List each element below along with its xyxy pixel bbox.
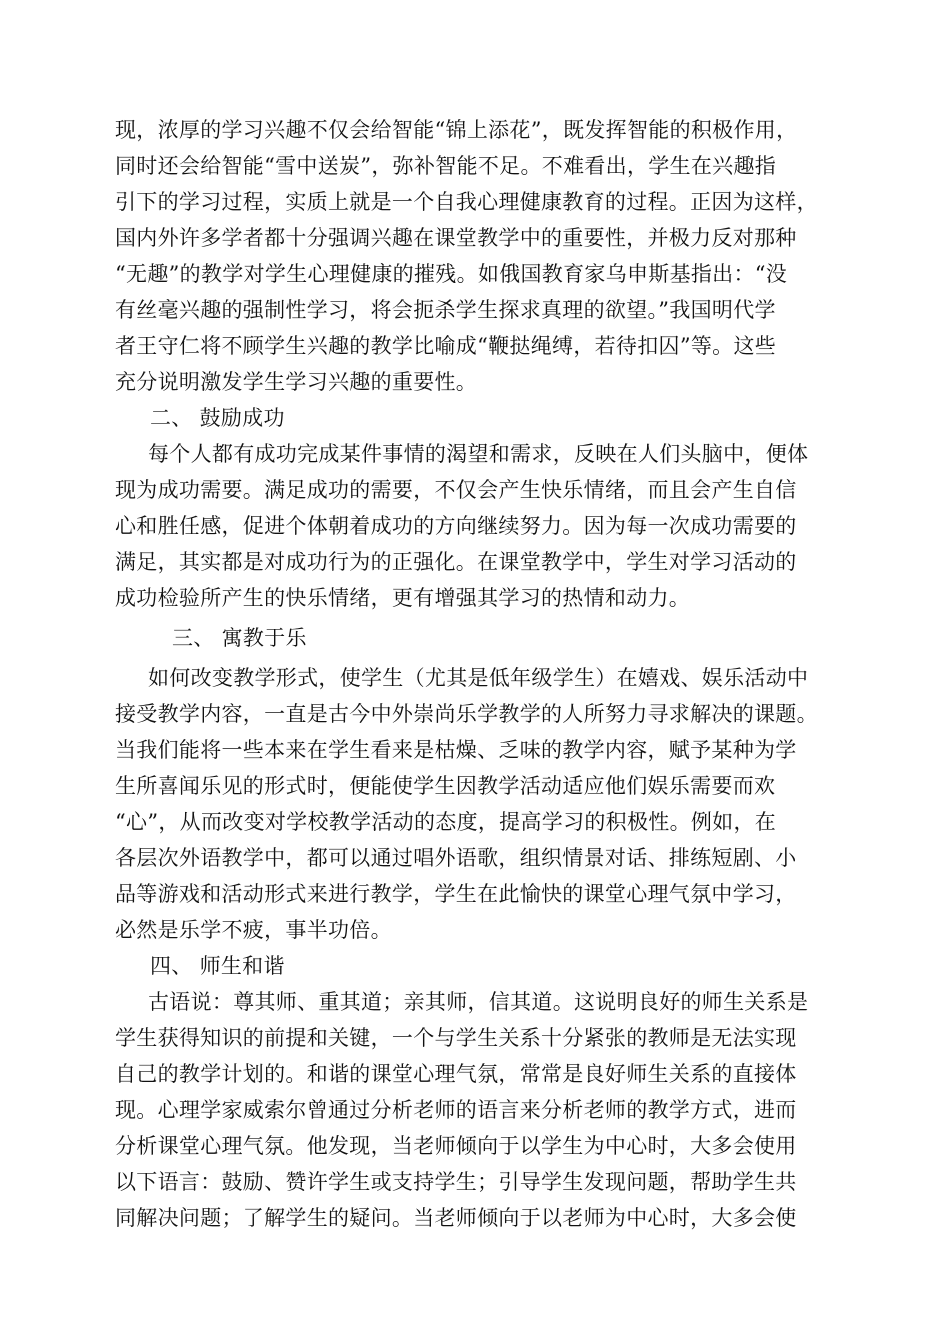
paragraph-line: 现。心理学家威索尔曾通过分析老师的语言来分析老师的教学方式，进而 [115, 1098, 797, 1122]
paragraph-line: 品等游戏和活动形式来进行教学，学生在此愉快的课堂心理气氛中学习， [115, 882, 797, 906]
section-heading-4: 四、 师生和谐 [150, 954, 285, 978]
section-heading-2: 二、 鼓励成功 [150, 406, 285, 430]
paragraph-line: 同解决问题；了解学生的疑问。当老师倾向于以老师为中心时，大多会使 [115, 1206, 797, 1230]
paragraph-line: 每个人都有成功完成某件事情的渴望和需求，反映在人们头脑中，便体 [148, 442, 809, 466]
paragraph-line: 充分说明激发学生学习兴趣的重要性。 [115, 370, 478, 394]
paragraph-line: 以下语言：鼓励、赞许学生或支持学生；引导学生发现问题，帮助学生共 [115, 1170, 797, 1194]
paragraph-line: 满足，其实都是对成功行为的正强化。在课堂教学中，学生对学习活动的 [115, 550, 797, 574]
paragraph-line: 自己的教学计划的。和谐的课堂心理气氛，常常是良好师生关系的直接体 [115, 1062, 797, 1086]
paragraph-line: 分析课堂心理气氛。他发现，当老师倾向于以学生为中心时，大多会使用 [115, 1134, 797, 1158]
paragraph-line: 学生获得知识的前提和关键，一个与学生关系十分紧张的教师是无法实现 [115, 1026, 797, 1050]
paragraph-line: 引下的学习过程，实质上就是一个自我心理健康教育的过程。正因为这样， [115, 190, 818, 214]
paragraph-line: 接受教学内容，一直是古今中外崇尚乐学教学的人所努力寻求解决的课题。 [115, 702, 818, 726]
paragraph-line: 者王守仁将不顾学生兴趣的教学比喻成“鞭挞绳缚，若待扣囚”等。这些 [115, 334, 777, 358]
paragraph-line: 古语说：尊其师、重其道；亲其师，信其道。这说明良好的师生关系是 [148, 990, 809, 1014]
paragraph-line: 必然是乐学不疲，事半功倍。 [115, 918, 392, 942]
paragraph-line: 有丝毫兴趣的强制性学习，将会扼杀学生探求真理的欲望。”我国明代学 [115, 298, 776, 322]
paragraph-line: 同时还会给智能“雪中送炭”，弥补智能不足。不难看出，学生在兴趣指 [115, 154, 777, 178]
paragraph-line: 当我们能将一些本来在学生看来是枯燥、乏味的教学内容，赋予某种为学 [115, 738, 797, 762]
section-heading-3: 三、 寓教于乐 [172, 626, 307, 650]
paragraph-line: 如何改变教学形式，使学生（尤其是低年级学生）在嬉戏、娱乐活动中 [148, 666, 809, 690]
paragraph-line: 心和胜任感，促进个体朝着成功的方向继续努力。因为每一次成功需要的 [115, 514, 797, 538]
paragraph-line: 国内外许多学者都十分强调兴趣在课堂教学中的重要性，并极力反对那种 [115, 226, 797, 250]
paragraph-line: 成功检验所产生的快乐情绪，更有增强其学习的热情和动力。 [115, 586, 691, 610]
paragraph-line: 现，浓厚的学习兴趣不仅会给智能“锦上添花”，既发挥智能的积极作用， [115, 118, 798, 142]
paragraph-line: 各层次外语教学中，都可以通过唱外语歌，组织情景对话、排练短剧、小 [115, 846, 797, 870]
paragraph-line: 生所喜闻乐见的形式时，便能使学生因教学活动适应他们娱乐需要而欢 [115, 774, 776, 798]
paragraph-line: 现为成功需要。满足成功的需要，不仅会产生快乐情绪，而且会产生自信 [115, 478, 797, 502]
paragraph-line: “无趣”的教学对学生心理健康的摧残。如俄国教育家乌申斯基指出：“没 [115, 262, 788, 286]
paragraph-line: “心”，从而改变对学校教学活动的态度，提高学习的积极性。例如，在 [115, 810, 777, 834]
